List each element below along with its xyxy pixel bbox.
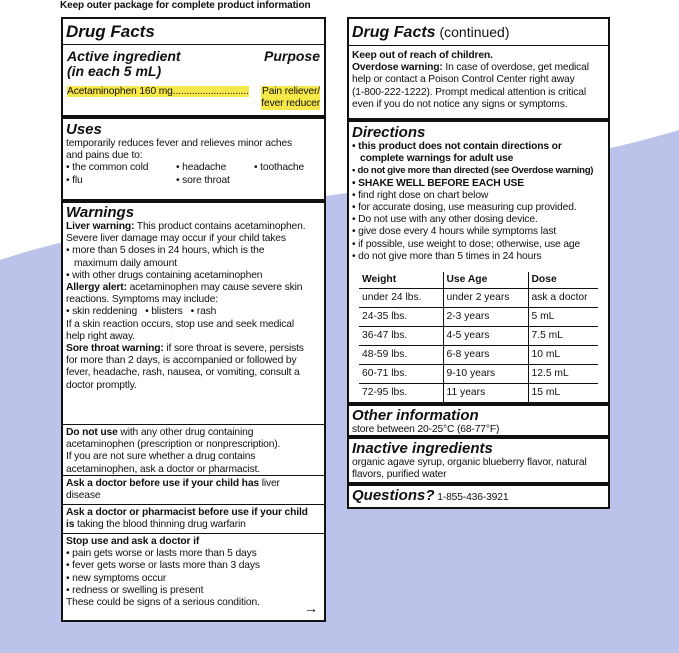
divider	[349, 435, 608, 439]
column-header: Weight	[362, 274, 397, 286]
phone-number: 1-855-436-3921	[434, 492, 509, 503]
list-item: • redness or swelling is present	[66, 585, 321, 597]
table-row: 36-47 lbs. 4-5 years 7.5 mL	[359, 326, 598, 345]
list-item: • the common cold	[66, 162, 176, 174]
do-not-use-section: Do not use with any other drug containing acetaminophen (prescription or nonprescription). If you are not sure whether a drug contains acetaminophen, ask a doctor or pharmacist.	[66, 427, 281, 475]
continue-arrow-icon: →	[304, 600, 318, 616]
purpose-heading: Purpose	[263, 48, 320, 64]
column-header: Dose	[528, 272, 598, 288]
list-item: • headache	[176, 162, 254, 174]
table-row: 48-59 lbs. 6-8 years 10 mL	[359, 345, 598, 364]
drug-facts-title: Drug Facts	[66, 22, 155, 41]
list-item: • blisters	[145, 306, 183, 318]
keep-out-section: Keep out of reach of children. Overdose warning: In case of overdose, get medical help or contact a Poison Control Center right away (1-800-222-1222). Prompt medical attention is critical even if you do not notice any signs or symptoms.	[352, 50, 589, 110]
divider	[63, 533, 324, 534]
table-row: 60-71 lbs. 9-10 years 12.5 mL	[359, 364, 598, 383]
list-item: • do not give more than 5 times in 24 hours	[352, 251, 605, 263]
dosage-table	[359, 272, 598, 402]
divider	[349, 482, 608, 486]
table-row: under 24 lbs. under 2 years ask a doctor	[359, 288, 598, 307]
list-item: • do not give more than directed (see Overdose warning)	[352, 165, 605, 177]
list-item: • flu	[66, 175, 176, 187]
list-item: • pain gets worse or lasts more than 5 days	[66, 548, 321, 560]
list-item: • sore throat	[176, 175, 230, 187]
table-header-row	[359, 272, 598, 288]
uses-title: Uses	[66, 121, 102, 138]
list-item: • toothache	[254, 162, 304, 174]
drug-facts-continued-title: Drug Facts (continued)	[352, 24, 510, 41]
list-item: • Do not use with any other dosing device.	[352, 214, 605, 226]
divider	[63, 44, 324, 45]
divider	[349, 45, 608, 46]
table-row: 72-95 lbs. 11 years 15 mL	[359, 383, 598, 402]
purpose-text: Pain reliever/ fever reducer	[261, 86, 320, 110]
list-item: • more than 5 doses in 24 hours, which is the	[66, 245, 321, 257]
divider	[349, 118, 608, 122]
list-item: • if possible, use weight to dose; otherwise, use age	[352, 239, 605, 251]
dosage-table-wrap	[359, 272, 598, 402]
divider	[63, 424, 324, 425]
stop-use-section: Stop use and ask a doctor if • pain gets worse or lasts more than 5 days • fever gets worse or lasts more than 3 days • new symptoms occur • redness or swelling is present These could be signs of a serious condition.	[66, 536, 321, 609]
drug-facts-continued-panel	[347, 17, 610, 509]
divider	[63, 115, 324, 119]
active-ingredient-heading: Active ingredient (in each 5 mL)	[67, 48, 181, 79]
drug-facts-panel	[61, 17, 326, 622]
other-information-section: Other information store between 20-25°C (68-77°F)	[352, 407, 500, 435]
ask-doctor-section: Ask a doctor before use if your child has liver disease	[66, 478, 280, 502]
directions-section: Directions • this product does not contain directions or complete warnings for adult use • do not give more than directed (see Overdose warning) • SHAKE WELL BEFORE EACH USE • find right dose on chart below • for accurate dosing, use measuring cup provided. • Do not use with any other dosing device. • give dose every 4 hours while symptoms last • if possible, use weight to dose; otherwise, use age • do not give more than 5 times in 24 hours	[352, 125, 605, 263]
active-ingredient-line: Acetaminophen 160 mg............................	[67, 86, 249, 97]
package-note: Keep outer package for complete product information	[60, 0, 311, 11]
uses-section: Uses temporarily reduces fever and relieves minor aches and pains due to: • the common cold • headache • toothache • flu • sore throat	[66, 122, 321, 187]
warnings-title: Warnings	[66, 204, 135, 221]
column-header: Use Age	[443, 272, 528, 288]
inactive-ingredients-section: Inactive ingredients organic agave syrup, organic blueberry flavor, natural flavors, purified water	[352, 440, 587, 481]
list-item: • give dose every 4 hours while symptoms last	[352, 226, 605, 238]
ask-pharmacist-section: Ask a doctor or pharmacist before use if your child is taking the blood thinning drug warfarin	[66, 507, 308, 531]
list-item: • fever gets worse or lasts more than 3 days	[66, 560, 321, 572]
warnings-section: Warnings Liver warning: This product contains acetaminophen. Severe liver damage may occur if your child takes • more than 5 doses in 24 hours, which is the maximum daily amount • with other drugs containing acetaminophen Allergy alert: acetaminophen may cause severe skin reactions. Symptoms may include: • skin reddening • blisters • rash If a skin reaction occurs, stop use and seek medical help right away. Sore throat warning: if sore throat is severe, persists for more than 2 days, is accompanied or followed by fever, headache, rash, nausea, or vomiting, consult a doctor promptly.	[66, 205, 321, 392]
questions-section: Questions? 1-855-436-3921	[352, 487, 509, 504]
list-item: • for accurate dosing, use measuring cup provided.	[352, 202, 605, 214]
list-item: • skin reddening	[66, 306, 137, 318]
directions-title: Directions	[352, 124, 426, 141]
list-item: • new symptoms occur	[66, 573, 321, 585]
list-item: • this product does not contain directions or	[352, 141, 605, 153]
divider	[349, 402, 608, 406]
divider	[63, 475, 324, 476]
list-item: • with other drugs containing acetaminophen	[66, 270, 321, 282]
divider	[63, 199, 324, 203]
list-item: • SHAKE WELL BEFORE EACH USE	[352, 178, 605, 190]
table-row: 24-35 lbs. 2-3 years 5 mL	[359, 307, 598, 326]
divider	[63, 504, 324, 505]
list-item: • find right dose on chart below	[352, 190, 605, 202]
list-item: • rash	[191, 306, 217, 318]
